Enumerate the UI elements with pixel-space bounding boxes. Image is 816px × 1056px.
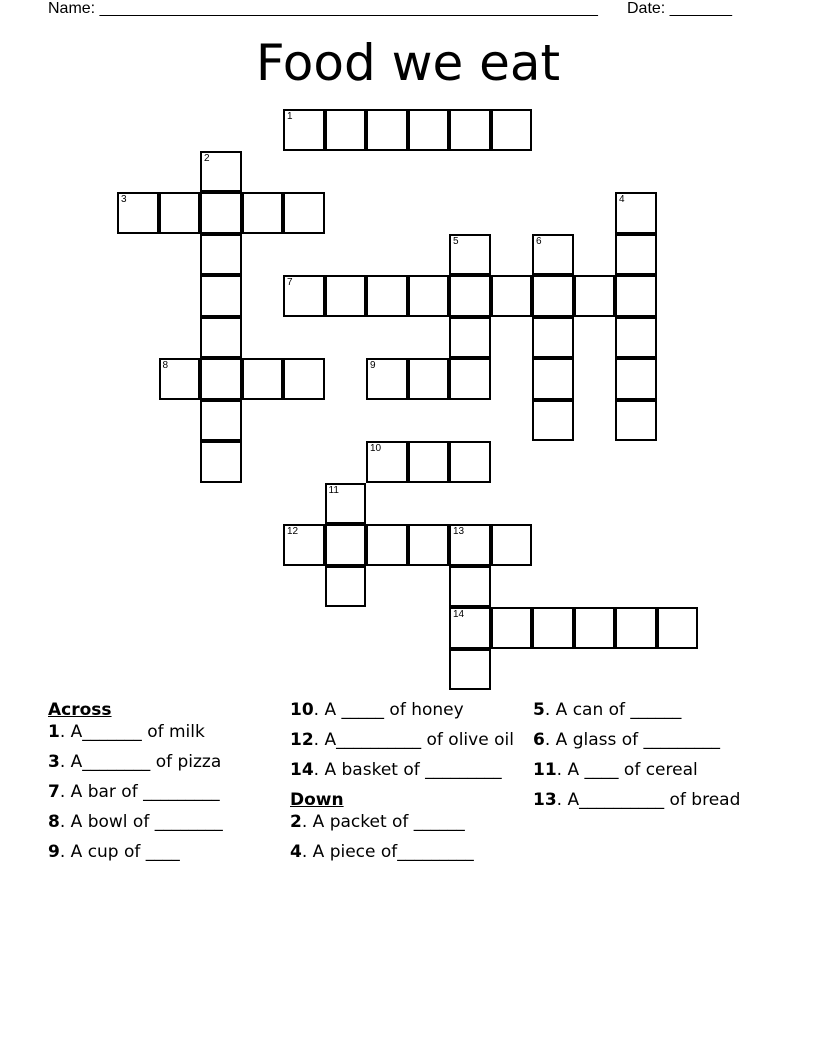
clue-text: A bar of _________ [70, 782, 220, 802]
grid-cell[interactable] [325, 566, 367, 608]
clue-text: A glass of _________ [555, 730, 721, 750]
grid-cell[interactable] [408, 275, 450, 317]
grid-cell[interactable] [200, 358, 242, 400]
grid-cell[interactable] [449, 607, 491, 649]
grid-cell[interactable] [200, 192, 242, 234]
grid-cell[interactable] [449, 566, 491, 608]
clue-column-2 [290, 700, 520, 872]
clue-number: 8 [48, 812, 60, 832]
grid-cell[interactable] [283, 192, 325, 234]
clue-text: A basket of _________ [324, 760, 502, 780]
grid-cell[interactable] [117, 192, 159, 234]
grid-cell[interactable] [242, 192, 284, 234]
clue-text: A ____ of cereal [567, 760, 698, 780]
grid-cell[interactable] [242, 358, 284, 400]
grid-cell[interactable] [615, 192, 657, 234]
grid-cell[interactable] [366, 109, 408, 151]
grid-cell[interactable] [449, 524, 491, 566]
grid-cell[interactable] [449, 317, 491, 359]
clue-down-11: 11. A ____ of cereal [533, 760, 698, 780]
clue-number: 1 [48, 722, 60, 742]
grid-cell[interactable] [574, 607, 616, 649]
clue-number: 3 [48, 752, 60, 772]
grid-cell[interactable] [325, 524, 367, 566]
cell-number: 4 [619, 194, 625, 205]
grid-cell[interactable] [449, 649, 491, 691]
grid-cell[interactable] [366, 275, 408, 317]
grid-cell[interactable] [200, 234, 242, 276]
grid-cell[interactable] [366, 441, 408, 483]
grid-cell[interactable] [325, 275, 367, 317]
clue-across-10: 10. A _____ of honey [290, 700, 464, 720]
clue-number: 7 [48, 782, 60, 802]
grid-cell[interactable] [408, 524, 450, 566]
cell-number: 12 [287, 526, 299, 537]
grid-cell[interactable] [449, 441, 491, 483]
grid-cell[interactable] [200, 275, 242, 317]
grid-cell[interactable] [200, 151, 242, 193]
clue-down-6: 6. A glass of _________ [533, 730, 721, 750]
page-title: Food we eat [255, 34, 561, 92]
clue-number: 2 [290, 812, 302, 832]
clue-down-2: 2. A packet of ______ [290, 812, 465, 832]
grid-cell[interactable] [574, 275, 616, 317]
clue-number: 10 [290, 700, 314, 720]
down-heading: Down [290, 790, 344, 810]
grid-cell[interactable] [615, 358, 657, 400]
clue-column-1 [48, 700, 278, 872]
cell-number: 14 [453, 609, 465, 620]
name-field[interactable]: Name: ________________________________________________________ [48, 0, 598, 17]
clue-number: 9 [48, 842, 60, 862]
grid-cell[interactable] [532, 275, 574, 317]
grid-cell[interactable] [200, 441, 242, 483]
grid-cell[interactable] [283, 109, 325, 151]
cell-number: 11 [328, 484, 339, 496]
grid-cell[interactable] [449, 234, 491, 276]
clue-text: A__________ of olive oil [324, 730, 514, 750]
grid-cell[interactable] [449, 109, 491, 151]
clue-down-13: 13. A__________ of bread [533, 790, 741, 810]
clue-number: 11 [533, 760, 557, 780]
clue-text: A__________ of bread [567, 790, 741, 810]
grid-cell[interactable] [325, 483, 367, 525]
grid-cell[interactable] [491, 607, 533, 649]
clue-text: A cup of ____ [70, 842, 180, 862]
grid-cell[interactable] [366, 524, 408, 566]
cell-number: 8 [162, 360, 169, 371]
cell-number: 9 [370, 360, 376, 371]
grid-cell[interactable] [615, 275, 657, 317]
clue-text: A can of ______ [555, 700, 682, 720]
clue-column-3 [533, 700, 763, 820]
clue-down-4: 4. A piece of_________ [290, 842, 474, 862]
clue-text: A_______ of milk [70, 722, 205, 742]
clue-across-1: 1. A_______ of milk [48, 722, 205, 742]
grid-cell[interactable] [200, 317, 242, 359]
clue-text: A packet of ______ [312, 812, 465, 832]
clue-number: 5 [533, 700, 545, 720]
grid-cell[interactable] [615, 234, 657, 276]
grid-cell[interactable] [491, 109, 533, 151]
grid-cell[interactable] [532, 607, 574, 649]
clue-number: 12 [290, 730, 314, 750]
grid-cell[interactable] [449, 358, 491, 400]
clue-across-7: 7. A bar of _________ [48, 782, 220, 802]
grid-cell[interactable] [532, 358, 574, 400]
grid-cell[interactable] [283, 358, 325, 400]
clue-across-8: 8. A bowl of ________ [48, 812, 223, 832]
clue-text: A________ of pizza [70, 752, 222, 772]
grid-cell[interactable] [408, 441, 450, 483]
cell-number: 7 [287, 277, 293, 288]
grid-cell[interactable] [532, 234, 574, 276]
grid-cell[interactable] [491, 524, 533, 566]
grid-cell[interactable] [449, 275, 491, 317]
grid-cell[interactable] [200, 400, 242, 442]
across-heading: Across [48, 700, 112, 720]
clue-across-9: 9. A cup of ____ [48, 842, 180, 862]
cell-number: 13 [453, 526, 465, 537]
cell-number: 5 [453, 235, 459, 247]
grid-cell[interactable] [366, 358, 408, 400]
grid-cell[interactable] [615, 607, 657, 649]
cell-number: 6 [536, 235, 542, 247]
clue-text: A _____ of honey [324, 700, 464, 720]
grid-cell[interactable] [657, 607, 699, 649]
grid-cell[interactable] [283, 524, 325, 566]
clue-across-12: 12. A__________ of olive oil [290, 730, 514, 750]
cell-number: 1 [287, 111, 293, 122]
grid-cell[interactable] [615, 317, 657, 359]
cell-number: 3 [121, 194, 127, 205]
grid-cell[interactable] [408, 358, 450, 400]
grid-cell[interactable] [325, 109, 367, 151]
clue-across-3: 3. A________ of pizza [48, 752, 222, 772]
grid-cell[interactable] [615, 400, 657, 442]
clue-text: A bowl of ________ [70, 812, 223, 832]
grid-cell[interactable] [283, 275, 325, 317]
clue-number: 6 [533, 730, 545, 750]
grid-cell[interactable] [408, 109, 450, 151]
clue-across-14: 14. A basket of _________ [290, 760, 502, 780]
cell-number: 10 [370, 443, 382, 454]
grid-cell[interactable] [532, 317, 574, 359]
date-field[interactable]: Date: _______ [627, 0, 732, 17]
grid-cell[interactable] [532, 400, 574, 442]
grid-cell[interactable] [159, 358, 201, 400]
clue-number: 14 [290, 760, 314, 780]
grid-cell[interactable] [491, 275, 533, 317]
clue-down-5: 5. A can of ______ [533, 700, 682, 720]
clue-number: 13 [533, 790, 557, 810]
clue-text: A piece of_________ [312, 842, 474, 862]
grid-cell[interactable] [159, 192, 201, 234]
clue-number: 4 [290, 842, 302, 862]
cell-number: 2 [204, 152, 210, 164]
